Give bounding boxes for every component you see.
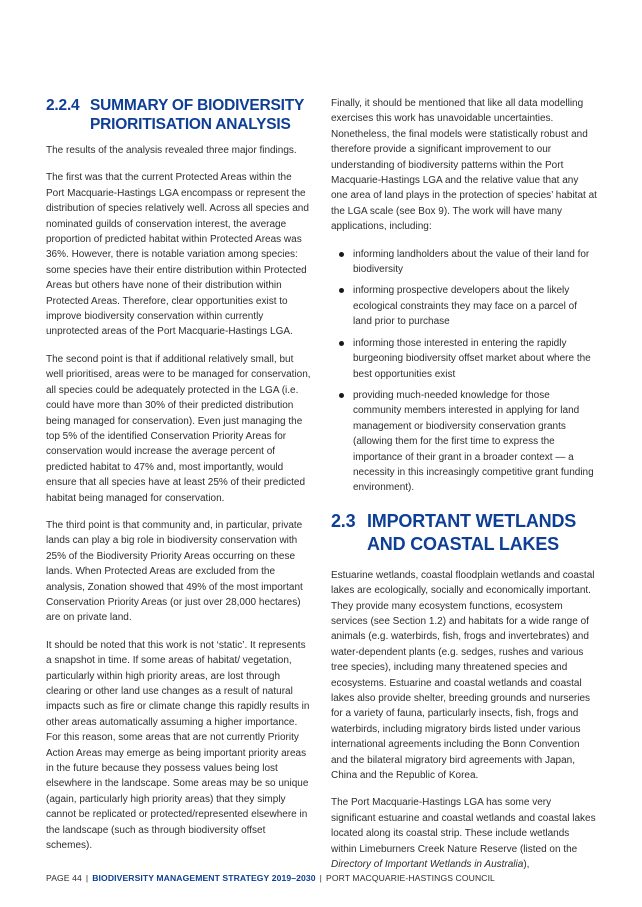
wetlands-paragraph: Estuarine wetlands, coastal floodplain wetlands and coastal lakes are ecologically, socially and economically important. They provide many ecosystem functions, ecosystem services (see Section 1.2) and habitats for a wide range of animals (e.g. waterbirds, fish, frogs and invertebrates) and water-dependent plants (e.g. sedges, rushes and various tree species), including many threatened species and ecosystems. Estuarine and coastal wetlands and coastal lakes also provide shelter, breeding grounds and nurseries for a variety of fauna, particularly insects, fish, frogs and waterbirds, including migratory birds listed under various international agreements including the Bonn Convention and the bilateral migratory bird agreements with Japan, China and the Republic of Korea.	[331, 569, 595, 782]
list-item-text: informing landholders about the value of their land for biodiversity	[353, 248, 590, 276]
document-title: BIODIVERSITY MANAGEMENT STRATEGY 2019–2030	[92, 873, 316, 883]
left-column	[46, 96, 312, 865]
page-footer	[46, 873, 495, 883]
list-item	[331, 283, 597, 329]
list-item	[331, 336, 597, 382]
list-item	[331, 247, 597, 278]
first-finding-paragraph: The first was that the current Protected Areas within the Port Macquarie-Hastings LGA encompass or represent the distribution of species relatively well. Across all species and nominated guilds of conservation interest, the average proportion of predicted habitat within Protected Areas was 36%. However, there is notable variation among species: some species have their entire distribution within Protected Areas but others have none of their distribution within Protected Areas. Therefore, clear opportunities exist to improve biodiversity conservation within currently unprotected areas of the Port Macquarie-Hastings LGA.	[46, 172, 309, 338]
list-item	[331, 388, 597, 496]
list-item-text: informing those interested in entering the rapidly burgeoning biodiversity offset market about where the best opportunities exist	[353, 337, 591, 380]
section-number: 2.3	[331, 510, 356, 531]
applications-list	[331, 247, 597, 496]
lga-wetlands-paragraph	[331, 795, 597, 872]
subsection-heading	[46, 96, 312, 134]
section-title-line2: AND COASTAL LAKES	[367, 533, 559, 554]
bullet-icon	[339, 393, 344, 398]
findings-intro-paragraph: The results of the analysis revealed three major findings.	[46, 145, 297, 156]
footer-separator: |	[319, 873, 322, 883]
organisation-name: PORT MACQUARIE-HASTINGS COUNCIL	[325, 873, 495, 883]
third-finding-paragraph: The third point is that community and, in particular, private lands can play a big role in biodiversity conservation with 25% of the Biodiversity Priority Areas occurring on these lands. When Protected Areas are excluded from the analysis, Zonation showed that 49% of the most important Conservation Priority Areas (or just over 28,000 hectares) are on private land.	[46, 519, 303, 624]
directory-title: Directory of Important Wetlands in Australia	[331, 859, 524, 871]
second-finding-paragraph: The second point is that if additional relatively small, but well prioritised, areas were to be managed for conservation, all species could be adequately protected in the LGA (i.e. could have more than 30% of their predicted distribution being managed for conservation). Even just managing the top 5% of the identified Conservation Priority Areas for conservation would increase the average percent of predicted habitat to 47% and, most importantly, would ensure that all species have at least 25% of their predicted habitat being managed for conservation.	[46, 353, 311, 504]
not-static-paragraph: It should be noted that this work is not ‘static’. It represents a snapshot in time. If some areas of habitat/ vegetation, particularly within high priority areas, are lost through clearing or other land use changes as a result of natural impacts such as fire or climate change this rapidly results in other areas automatically assuming a higher importance. For this reason, some areas that are not currently Priority Action Areas may emerge as being important priority areas in the future because they possess values being lost elsewhere in the landscape. Some areas may be so unique (again, particularly high priority areas) that they simply cannot be replicated or protected/represented elsewhere in the landscape (such as through biodiversity offset schemes).	[46, 639, 310, 852]
section-title-line1: IMPORTANT WETLANDS	[367, 510, 577, 531]
paragraph-text: The Port Macquarie-Hastings LGA has some very significant estuarine and coastal wetlands and coastal lakes located along its coastal strip. These include wetlands within Limeburners Creek Nature Reserve (listed on the	[331, 797, 596, 855]
subsection-title-line1: SUMMARY OF BIODIVERSITY	[90, 97, 305, 114]
page-number: PAGE 44	[46, 873, 82, 883]
uncertainty-paragraph: Finally, it should be mentioned that like all data modelling exercises this work has unavoidable uncertainties. Nonetheless, the final models were statistically robust and therefore provide a significant improvement to our understanding of biodiversity patterns within the Port Macquarie-Hastings LGA and the relative value that any one area of land plays in the protection of species’ habitat at the LGA scale (see Box 9). The work will have many applications, including:	[331, 98, 597, 233]
right-column	[331, 96, 597, 884]
subsection-number: 2.2.4	[46, 97, 80, 114]
list-item-text: informing prospective developers about the likely ecological constraints they may face on a parcel of land prior to purchase	[353, 285, 578, 328]
bullet-icon	[339, 252, 344, 257]
paragraph-text-end: ),	[523, 859, 530, 871]
bullet-icon	[339, 288, 344, 293]
footer-separator: |	[85, 873, 89, 883]
section-heading	[331, 510, 597, 556]
list-item-text: providing much-needed knowledge for those community members interested in applying for land management or biodiversity conservation grants (allowing them for the first time to express the importance of their grant in a broader context — a necessity in this increasingly competitive grant funding environment).	[353, 389, 594, 494]
subsection-title-line2: PRIORITISATION ANALYSIS	[90, 116, 291, 133]
bullet-icon	[339, 341, 344, 346]
